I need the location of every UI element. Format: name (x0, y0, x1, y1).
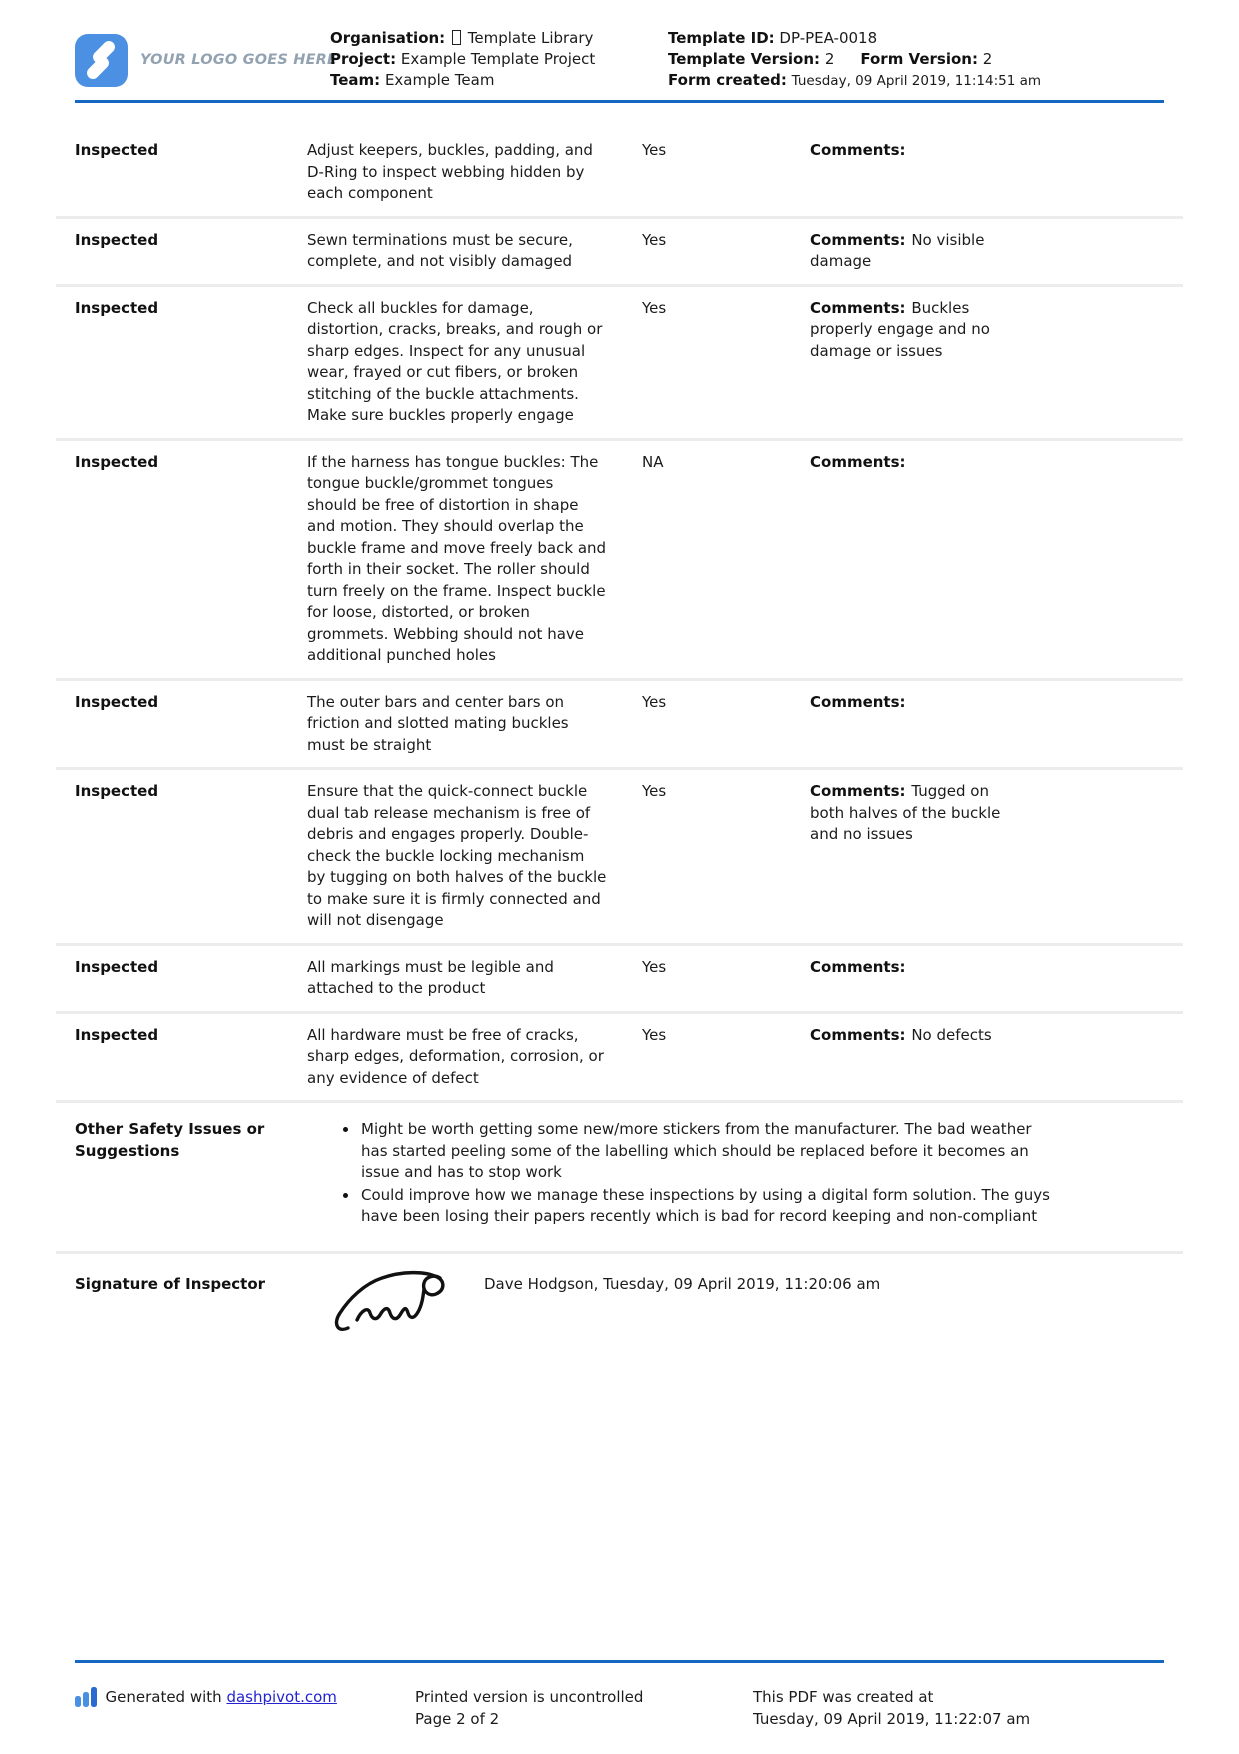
template-id-line (668, 28, 1164, 49)
organisation-value: Template Library (467, 29, 594, 47)
created-value: Tuesday, 09 April 2019, 11:22:07 am (753, 1710, 1031, 1728)
row-comments (810, 298, 1015, 427)
form-header (0, 0, 1239, 92)
inspection-row (56, 681, 1183, 771)
row-label: Inspected (75, 692, 159, 711)
row-description: All markings must be legible and attached to the product (307, 957, 554, 997)
suggestion-item (343, 1185, 1067, 1228)
other-safety-list (307, 1119, 1067, 1229)
team-label: Team: (330, 71, 381, 89)
dashpivot-link[interactable]: dashpivot.com (226, 1688, 337, 1706)
footer-created (753, 1686, 1164, 1730)
row-description: Ensure that the quick-connect buckle dual tab release mechanism is free of debris and engages properly. Double-check the buckle locking mechanism by tugging on both halves of the buckle to make sure it is firmly connected and will not disengage (307, 782, 607, 929)
row-answer: Yes (642, 298, 667, 317)
template-id-value: DP-PEA-0018 (779, 29, 878, 47)
form-created-line (668, 70, 1164, 92)
comments-value: No defects (911, 1025, 992, 1044)
signature-section (75, 1254, 1164, 1336)
s-capsules-icon (75, 34, 128, 87)
organisation-line (330, 28, 668, 49)
row-description: Adjust keepers, buckles, padding, and D-Ring to inspect webbing hidden by each component (307, 141, 593, 202)
template-version-label: Template Version: (668, 50, 821, 68)
row-comments (810, 692, 1015, 757)
row-answer: Yes (642, 141, 667, 159)
comments-label: Comments: (810, 230, 906, 249)
row-label: Inspected (75, 452, 159, 471)
comments-value: Buckles properly engage and no damage or issues (810, 298, 990, 360)
page-number: Page 2 of 2 (415, 1710, 500, 1728)
template-id-label: Template ID: (668, 29, 775, 47)
comments-value: Tugged on both halves of the buckle and no issues (810, 782, 1001, 843)
inspection-row (56, 770, 1183, 946)
comments-label: Comments: (810, 782, 906, 800)
logo-placeholder-text: YOUR LOGO GOES HERE (140, 51, 338, 68)
row-comments (810, 230, 1015, 273)
row-label: Inspected (75, 141, 159, 159)
versions-line (668, 49, 1164, 70)
row-comments (810, 452, 1015, 667)
row-label: Inspected (75, 1025, 159, 1044)
row-comments (810, 140, 1015, 205)
row-description: Sewn terminations must be secure, complete, and not visibly damaged (307, 230, 573, 270)
row-description: The outer bars and center bars on friction and slotted mating buckles must be straight (307, 692, 569, 754)
inspector-signature (332, 1270, 462, 1336)
inspection-row (56, 287, 1183, 441)
project-line (330, 49, 668, 70)
signature-value: Dave Hodgson, Tuesday, 09 April 2019, 11:20:06 am (484, 1274, 881, 1293)
footer-divider (75, 1660, 1164, 1663)
bullet-icon (343, 1127, 348, 1132)
header-divider (75, 100, 1164, 103)
team-value: Example Team (384, 71, 495, 89)
inspection-row (56, 129, 1183, 219)
other-safety-section (56, 1103, 1183, 1254)
other-safety-label: Other Safety Issues or Suggestions (75, 1120, 265, 1160)
signature-label: Signature of Inspector (75, 1274, 266, 1293)
row-description: If the harness has tongue buckles: The tongue buckle/grommet tongues should be free of distortion in shape and motion. They should overlap the buckle frame and move freely back and forth in their socket. The roller should turn freely on the frame. Inspect buckle for loose, distorted, or broken grommets. Webbing should not have additional punched holes (307, 452, 607, 664)
row-answer: Yes (642, 1025, 667, 1044)
row-label: Inspected (75, 298, 159, 317)
row-answer: Yes (642, 230, 667, 249)
row-answer: NA (642, 452, 664, 471)
company-logo (75, 28, 338, 92)
template-version-value: 2 (824, 50, 835, 68)
comments-label: Comments: (810, 141, 906, 159)
comments-value: No visible damage (810, 230, 985, 270)
form-version-label: Form Version: (860, 50, 978, 68)
inspection-row (56, 219, 1183, 287)
comments-label: Comments: (810, 957, 906, 976)
footer-printed (415, 1686, 753, 1730)
comments-label: Comments: (810, 692, 906, 711)
form-created-label: Form created: (668, 71, 787, 89)
header-info-right (668, 28, 1164, 92)
bar-chart-icon (75, 1686, 97, 1707)
row-comments (810, 1025, 1015, 1090)
form-created-value: Tuesday, 09 April 2019, 11:14:51 am (791, 73, 1042, 89)
suggestion-item (343, 1119, 1067, 1184)
footer-generated (75, 1686, 415, 1730)
row-answer: Yes (642, 782, 667, 800)
missing-glyph-box (452, 30, 461, 45)
row-label: Inspected (75, 957, 159, 976)
created-label: This PDF was created at (753, 1688, 934, 1706)
printed-note: Printed version is uncontrolled (415, 1688, 644, 1706)
comments-label: Comments: (810, 1025, 906, 1044)
suggestion-text: Could improve how we manage these inspections by using a digital form solution. The guys have been losing their papers recently which is bad for record keeping and non-compliant (361, 1185, 1050, 1225)
inspection-table (75, 129, 1164, 1103)
row-comments (810, 957, 1015, 1000)
row-description: All hardware must be free of cracks, sharp edges, deformation, corrosion, or any evidence of defect (307, 1025, 604, 1087)
header-info-left (330, 28, 668, 92)
row-answer: Yes (642, 957, 667, 976)
inspection-row (56, 441, 1183, 681)
inspection-row (56, 946, 1183, 1014)
row-comments (810, 781, 1015, 932)
generated-prefix: Generated with (105, 1688, 222, 1706)
row-answer: Yes (642, 692, 667, 711)
comments-label: Comments: (810, 298, 906, 317)
suggestion-text: Might be worth getting some new/more stickers from the manufacturer. The bad weather has started peeling some of the labelling which should be replaced before it becomes an issue and has to stop work (361, 1120, 1032, 1181)
project-label: Project: (330, 50, 397, 68)
row-label: Inspected (75, 782, 159, 800)
project-value: Example Template Project (400, 50, 596, 68)
bullet-icon (343, 1193, 348, 1198)
inspection-row (56, 1014, 1183, 1104)
page-footer (75, 1660, 1164, 1730)
other-safety-wrap (75, 1103, 1164, 1336)
team-line (330, 70, 668, 91)
comments-label: Comments: (810, 452, 906, 471)
row-description: Check all buckles for damage, distortion, cracks, breaks, and rough or sharp edges. Inspect for any unusual wear, frayed or cut fibers, or broken stitching of the buckle attachments. Make sure buckles properly engage (307, 298, 603, 424)
organisation-label: Organisation: (330, 29, 446, 47)
form-version-value: 2 (982, 50, 993, 68)
row-label: Inspected (75, 230, 159, 249)
